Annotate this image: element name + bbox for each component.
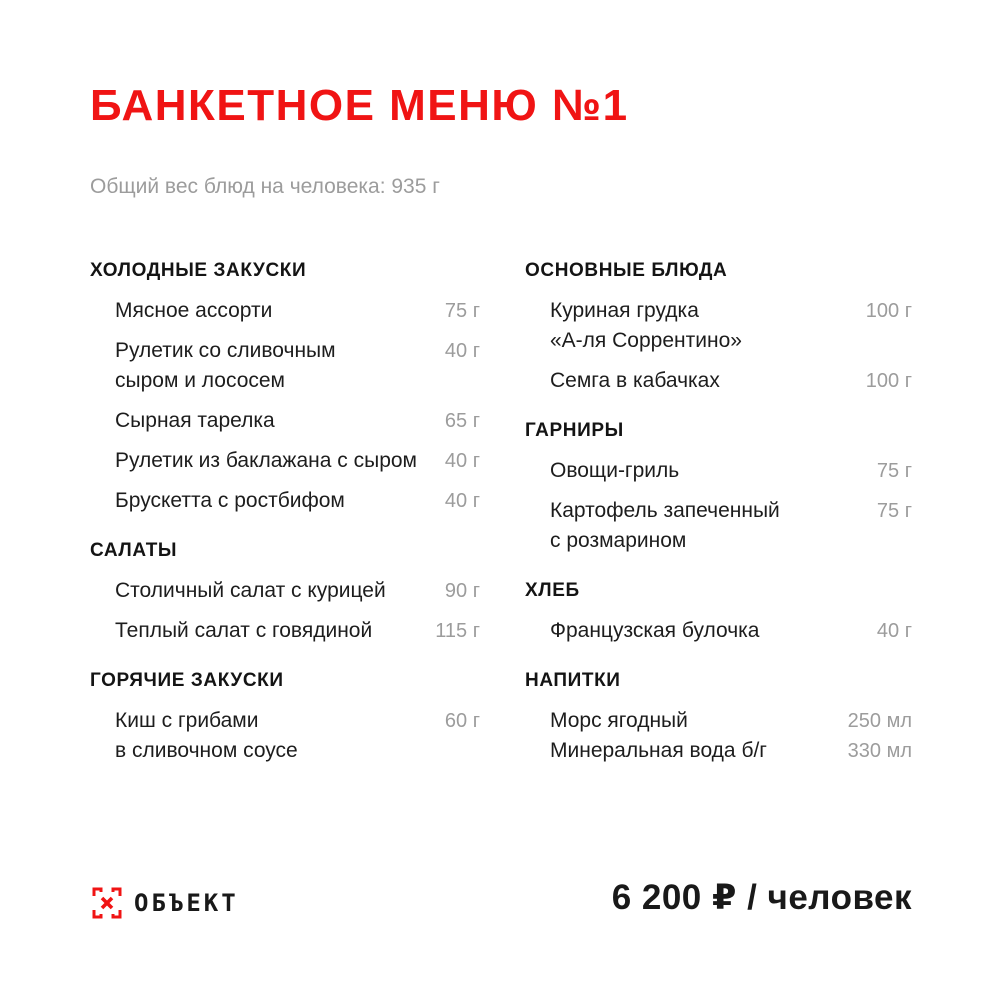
section-heading: НАПИТКИ <box>525 670 621 691</box>
item-name: Мясное ассорти <box>115 299 273 322</box>
item-name: Столичный салат с курицей <box>115 579 386 602</box>
item-name: Рулетик со сливочным <box>115 339 336 362</box>
menu-column-right <box>525 256 912 776</box>
item-weight: 40 г <box>444 490 480 512</box>
item-name: Картофель запеченный <box>550 499 780 522</box>
menu-item <box>525 706 912 736</box>
item-name: Французская булочка <box>550 619 760 642</box>
item-weight: 250 мл <box>847 710 912 732</box>
item-name-line2: с розмарином <box>550 529 687 552</box>
item-name: Минеральная вода б/г <box>550 739 767 762</box>
item-weight: 65 г <box>444 410 480 432</box>
item-weight: 100 г <box>865 300 912 322</box>
price-per-person: 6 200 ₽ / человек <box>611 878 912 917</box>
item-weight: 330 мл <box>847 740 912 762</box>
item-weight: 90 г <box>444 580 480 602</box>
frame-x-icon <box>88 884 126 922</box>
item-name-line2: в сливочном соусе <box>115 739 298 762</box>
menu-item <box>525 736 912 766</box>
item-weight: 40 г <box>444 340 480 362</box>
menu-item <box>525 496 912 556</box>
item-name: Теплый салат с говядиной <box>115 619 373 642</box>
item-name: Сырная тарелка <box>115 409 275 432</box>
menu-item <box>90 446 480 476</box>
item-name: Рулетик из баклажана с сыром <box>115 449 417 472</box>
menu-item <box>90 486 480 516</box>
menu-item <box>90 616 480 646</box>
menu-item <box>525 456 912 486</box>
item-name-line2: «А-ля Соррентино» <box>550 329 742 352</box>
section-heading: САЛАТЫ <box>90 540 178 561</box>
item-name: Куриная грудка <box>550 299 699 322</box>
item-weight: 75 г <box>444 300 480 322</box>
item-weight: 40 г <box>444 450 480 472</box>
item-weight: 75 г <box>876 460 912 482</box>
item-name: Семга в кабачках <box>550 369 720 392</box>
menu-item <box>90 706 480 766</box>
menu-item <box>525 296 912 356</box>
item-weight: 60 г <box>444 710 480 732</box>
section-drinks <box>525 666 912 766</box>
menu-item <box>525 366 912 396</box>
section-heading: ГОРЯЧИЕ ЗАКУСКИ <box>90 670 284 691</box>
menu-columns <box>90 256 912 776</box>
section-hot-appetizers <box>90 666 480 766</box>
menu-item <box>90 406 480 436</box>
item-name: Овощи-гриль <box>550 459 680 482</box>
section-heading: ХЛЕБ <box>525 580 580 601</box>
section-salads <box>90 536 480 646</box>
page-title: БАНКЕТНОЕ МЕНЮ №1 <box>90 81 629 130</box>
item-weight: 75 г <box>876 500 912 522</box>
section-side-dishes <box>525 416 912 556</box>
section-heading: ХОЛОДНЫЕ ЗАКУСКИ <box>90 260 307 281</box>
section-cold-appetizers <box>90 256 480 516</box>
menu-item <box>90 336 480 396</box>
section-heading: ГАРНИРЫ <box>525 420 624 441</box>
item-name: Киш с грибами <box>115 709 259 732</box>
item-name: Брускетта с ростбифом <box>115 489 345 512</box>
item-name: Морс ягодный <box>550 709 688 732</box>
total-weight-note: Общий вес блюд на человека: 935 г <box>90 175 440 198</box>
item-weight: 115 г <box>435 620 480 642</box>
menu-column-left <box>90 256 480 776</box>
brand-name: ОБЪЕКТ <box>134 889 239 917</box>
menu-item <box>90 296 480 326</box>
item-name-line2: сыром и лососем <box>115 369 285 392</box>
section-heading: ОСНОВНЫЕ БЛЮДА <box>525 260 728 281</box>
item-weight: 100 г <box>865 370 912 392</box>
section-main-dishes <box>525 256 912 396</box>
section-bread <box>525 576 912 646</box>
brand-logo <box>88 884 239 922</box>
item-weight: 40 г <box>876 620 912 642</box>
menu-item <box>525 616 912 646</box>
menu-item <box>90 576 480 606</box>
